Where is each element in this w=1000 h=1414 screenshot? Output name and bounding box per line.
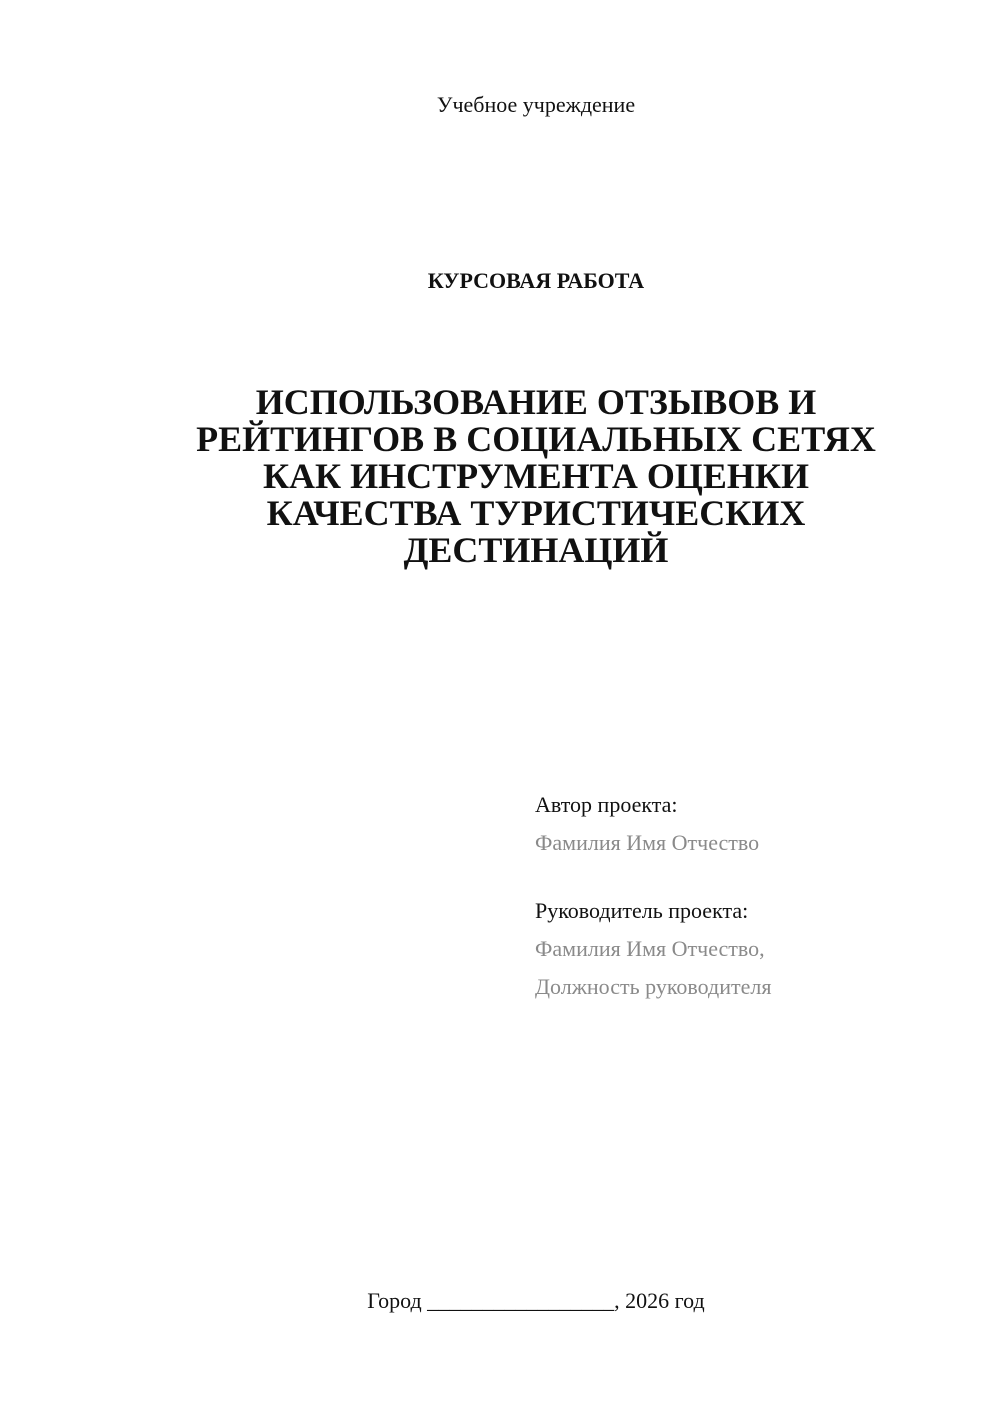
author-name: Фамилия Имя Отчество	[535, 830, 760, 855]
city-year-line: Город _________________, 2026 год	[367, 1288, 705, 1313]
supervisor-label: Руководитель проекта:	[535, 898, 749, 923]
supervisor-position: Должность руководителя	[535, 974, 772, 999]
author-label: Автор проекта:	[535, 792, 678, 817]
document-type: КУРСОВАЯ РАБОТА	[427, 268, 645, 293]
spacer	[535, 862, 955, 892]
institution-name: Учебное учреждение	[436, 92, 636, 117]
work-title: ИСПОЛЬЗОВАНИЕ ОТЗЫВОВ И РЕЙТИНГОВ В СОЦИАЛЬНЫХ СЕТЯХ КАК ИНСТРУМЕНТА ОЦЕНКИ КАЧЕСТВА ТУРИСТИЧЕСКИХ ДЕСТИНАЦИЙ	[196, 382, 876, 570]
project-info	[535, 786, 955, 1006]
supervisor-name: Фамилия Имя Отчество,	[535, 936, 765, 961]
